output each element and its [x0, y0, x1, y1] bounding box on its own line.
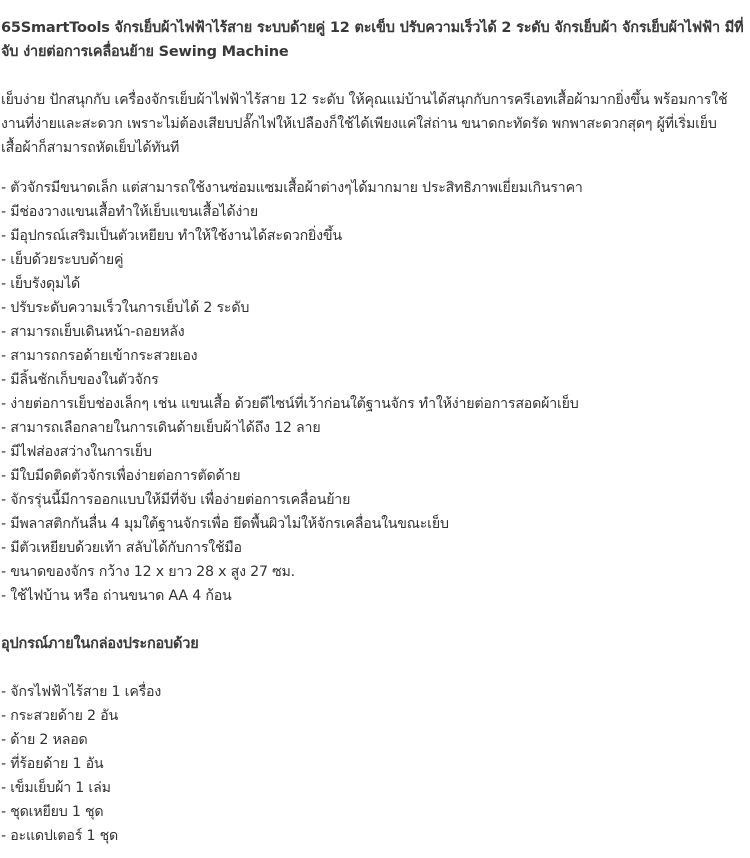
list-item: - จักรไฟฟ้าไร้สาย 1 เครื่อง [1, 684, 162, 700]
list-item: - มีพลาสติกกันลื่น 4 มุมใต้ฐานจักรเพื่อ ยึดพื้นผิวไม่ให้จักรเคลื่อนในขณะเย็บ [1, 516, 449, 532]
list-item: - มีตัวเหยียบด้วยเท้า สลับได้กับการใช้มือ [1, 540, 242, 556]
list-item: - ปรับระดับความเร็วในการเย็บได้ 2 ระดับ [1, 300, 250, 316]
list-item: - สามารถกรอด้ายเข้ากระสวยเอง [1, 348, 198, 364]
list-item: - ด้าย 2 หลอด [1, 732, 88, 748]
list-item: - เย็บรังดุมได้ [1, 276, 81, 292]
list-item: - กระสวยด้าย 2 อัน [1, 708, 118, 724]
list-item: - ขนาดของจักร กว้าง 12 x ยาว 28 x สูง 27 ซม. [1, 564, 295, 580]
list-item: - มีลิ้นชักเก็บของในตัวจักร [1, 372, 159, 388]
list-item: - มีไฟส่องสว่างในการเย็บ [1, 444, 152, 460]
box-contents-list [0, 680, 750, 848]
list-item: - มีอุปกรณ์เสริมเป็นตัวเหยียบ ทำให้ใช้งานได้สะดวกยิ่งขึ้น [1, 228, 342, 244]
list-item: - สามารถเลือกลายในการเดินด้ายเย็บผ้าได้ถึง 12 ลาย [1, 420, 321, 436]
list-item: - ง่ายต่อการเย็บช่องเล็กๆ เช่น แขนเสื้อ ด้วยดีไซน์ที่เว้าก่อนใต้ฐานจักร ทำให้ง่ายต่อการสอดผ้าเย็บ [1, 396, 579, 412]
list-item: - สามารถเย็บเดินหน้า-ถอยหลัง [1, 324, 185, 340]
list-item: - เย็บด้วยระบบด้ายคู่ [1, 252, 124, 268]
list-item: - ที่ร้อยด้าย 1 อัน [1, 756, 104, 772]
feature-list [0, 176, 750, 608]
list-item: - มีใบมีดติดตัวจักรเพื่อง่ายต่อการตัดด้าย [1, 468, 241, 484]
list-item: - อะแดปเตอร์ 1 ชุด [1, 828, 119, 844]
list-item: - จักรรุ่นนี้มีการออกแบบให้มีที่จับ เพื่อง่ายต่อการเคลื่อนย้าย [1, 492, 351, 508]
box-contents-heading: อุปกรณ์ภายในกล่องประกอบด้วย [1, 636, 199, 652]
list-item: - ใช้ไฟบ้าน หรือ ถ่านขนาด AA 4 ก้อน [1, 588, 232, 604]
product-intro: เย็บง่าย ปักสนุกกับ เครื่องจักรเย็บผ้าไฟฟ้าไร้สาย 12 ระดับ ให้คุณแม่บ้านได้สนุกกับการครีเอทเสื้อผ้ามากยิ่งขึ้น พร้อมการใช้งานที่ง่ายและสะดวก เพราะไม่ต้องเสียบปลั๊กไฟให้เปลืองก็ใช้ได้เพียงแค่ใส่ถ่าน ขนาดกะทัดรัด พกพาสะดวกสุดๆ ผู้ที่เริ่มเย็บเสื้อผ้าก็สามารถหัดเย็บได้ทันที [1, 92, 728, 156]
list-item: - ตัวจักรมีขนาดเล็ก แต่สามารถใช้งานซ่อมแซมเสื้อผ้าต่างๆได้มากมาย ประสิทธิภาพเยี่ยมเกินราคา [1, 180, 583, 196]
list-item: - เข็มเย็บผ้า 1 เล่ม [1, 780, 111, 796]
list-item: - ชุดเหยียบ 1 ชุด [1, 804, 104, 820]
product-title: 65SmartTools จักรเย็บผ้าไฟฟ้าไร้สาย ระบบด้ายคู่ 12 ตะเข็บ ปรับความเร็วได้ 2 ระดับ จักรเย็บผ้า จักรเย็บผ้าไฟฟ้า มีที่จับ ง่ายต่อการเคลื่อนย้าย Sewing Machine [1, 20, 744, 60]
list-item: - มีช่องวางแขนเสื้อทำให้เย็บแขนเสื้อได้ง่าย [1, 204, 258, 220]
